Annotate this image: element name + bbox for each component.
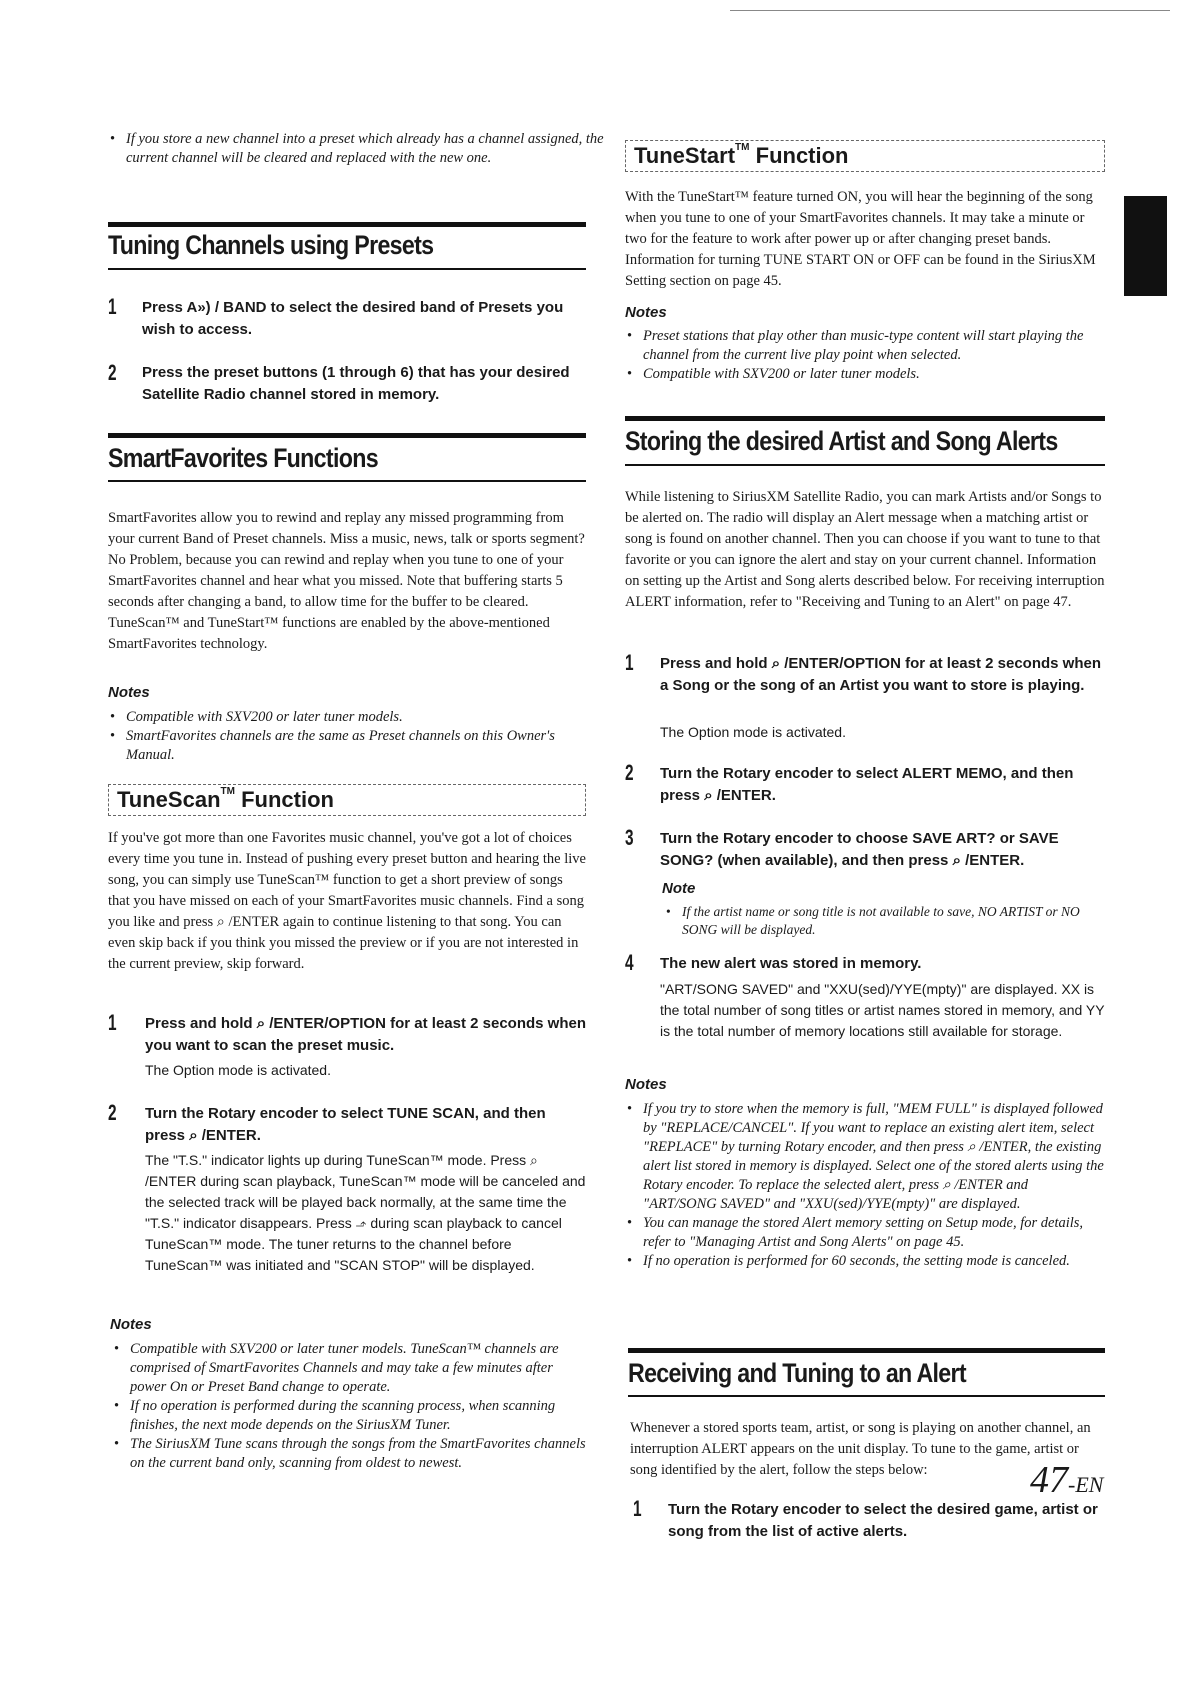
storing-body: While listening to SiriusXM Satellite Radio, you can mark Artists and/or Songs to be alerted on. The radio will display an Alert message when a matching artist or song is found on another channel. Then you can choose if you want to tune to that favorite or you can ignore the alert and stay on your current channel. Information on setting up the Artist and Song alerts described below. For receiving interruption ALERT information, refer to "Receiving and Tuning to an Alert" on page 47. (625, 489, 1105, 610)
tunescan-notes (112, 1340, 590, 1473)
tunescan-body: If you've got more than one Favorites music channel, you've got a lot of choices every time you tune in. Instead of pushing every preset button and hearing the live song, you can simply use TuneScan™ function to get a short preview of songs that you have missed on each of your SmartFavorites music channels. Find a song you like and press ⌕ /ENTER again to continue listening to that song. You can even skip back if you think you missed the preview or if you are not interested in the current preview, skip forward. (108, 830, 586, 972)
storing-note (664, 903, 1104, 939)
heading-rule-bottom (108, 268, 586, 270)
heading-rule-top (628, 1348, 1105, 1353)
notes-label: Notes (625, 1076, 667, 1093)
tunestart-title-box (625, 140, 1105, 172)
tunestart-title: TuneStart (634, 143, 736, 168)
step-text: Press the preset buttons (1 through 6) that has your desired Satellite Radio channel stored in memory. (142, 364, 570, 403)
step-number: 2 (108, 1100, 117, 1125)
note-item: • SmartFavorites channels are the same as Preset channels on this Owner's Manual. (108, 727, 586, 765)
note-item: • If no operation is performed for 60 seconds, the setting mode is canceled. (625, 1252, 1105, 1271)
step-text: Press A») / BAND to select the desired band of Presets you wish to access. (142, 299, 564, 338)
tunestart-body: With the TuneStart™ feature turned ON, you will hear the beginning of the song when you tune to one of your SmartFavorites channels. It may take a minute or two for the feature to work after power up or after changing preset bands. Information for turning TUNE START ON or OFF can be found in the SiriusXM Setting section on page 45. (625, 189, 1096, 289)
step-number: 1 (108, 294, 117, 319)
note-item: • If no operation is performed during the scanning process, when scanning finishes, the next mode depends on the SiriusXM Tuner. (112, 1397, 590, 1435)
step-number: 1 (625, 650, 634, 675)
note-item: • You can manage the stored Alert memory setting on Setup mode, for details, refer to "Managing Artist and Song Alerts" on page 45. (625, 1214, 1105, 1252)
tunescan-title: TuneScan (117, 787, 221, 812)
heading-rule-top (625, 416, 1105, 421)
heading-rule-top (108, 222, 586, 227)
step-number: 4 (625, 950, 634, 975)
note-item: • Compatible with SXV200 or later tuner models. TuneScan™ channels are comprised of SmartFavorites Channels and may take a few minutes after power On or Preset Band change to operate. (112, 1340, 590, 1397)
note-item: • Preset stations that play other than music-type content will start playing the channel from the current live play point when selected. (625, 327, 1105, 365)
step-text: Press and hold ⌕ /ENTER/OPTION for at least 2 seconds when you want to scan the preset music. (145, 1015, 586, 1054)
receiving-body: Whenever a stored sports team, artist, or song is playing on another channel, an interruption ALERT appears on the unit display. To tune to the game, artist or song identified by the alert, follow the steps below: (630, 1420, 1091, 1478)
step-text: Press and hold ⌕ /ENTER/OPTION for at least 2 seconds when a Song or the song of an Artist you want to store is playing. (660, 655, 1101, 694)
heading-rule-bottom (108, 480, 586, 482)
step-text: Turn the Rotary encoder to choose SAVE ART? or SAVE SONG? (when available), and then press ⌕ /ENTER. (660, 830, 1059, 869)
heading-smartfavorites: SmartFavorites Functions (108, 443, 378, 473)
step-number: 3 (625, 825, 634, 850)
step-text: The new alert was stored in memory. (660, 955, 922, 972)
heading-rule-bottom (628, 1395, 1105, 1397)
note-item: • If you try to store when the memory is full, "MEM FULL" is displayed followed by "REPLACE/CANCEL". If you want to replace an existing alert item, select "REPLACE" by turning Rotary encoder, and then press ⌕ /ENTER, the existing alert list stored in memory is displayed. Select one of the stored alerts using the Rotary encoder. To replace the selected alert, press ⌕ /ENTER and "ART/SONG SAVED" and "XXU(sed)/YYE(mpty)" are displayed. (625, 1100, 1105, 1214)
note-item: • The SiriusXM Tune scans through the songs from the SmartFavorites channels on the current band only, scanning from oldest to newest. (112, 1435, 590, 1473)
step-number: 2 (108, 360, 117, 385)
step-text: Turn the Rotary encoder to select the desired game, artist or song from the list of active alerts. (668, 1501, 1098, 1540)
smartfavorites-body: SmartFavorites allow you to rewind and replay any missed programming from your current Band of Preset channels. Miss a music, news, talk or sports segment? No Problem, because you can rewind and replay when you tune to one of your SmartFavorites channel and hear what you missed. Note that buffering starts 5 seconds after changing a band, to allow time for the buffer to be cleared. TuneScan™ and TuneStart™ functions are enabled by the above-mentioned SmartFavorites technology. (108, 510, 585, 652)
step-text: Turn the Rotary encoder to select TUNE SCAN, and then press ⌕ /ENTER. (145, 1105, 546, 1144)
trademark-mark: TM (735, 142, 750, 153)
notes-label: Notes (110, 1316, 152, 1333)
tunescan-title-function: Function (241, 787, 334, 812)
step-number: 1 (633, 1496, 642, 1521)
page-number: 47-EN (1030, 1459, 1104, 1501)
step-number: 2 (625, 760, 634, 785)
heading-receiving-alert: Receiving and Tuning to an Alert (628, 1358, 966, 1388)
note-item: • Compatible with SXV200 or later tuner models. (625, 365, 1105, 384)
heading-storing-alerts: Storing the desired Artist and Song Alerts (625, 426, 1058, 456)
step-subtext: The Option mode is activated. (660, 724, 846, 740)
tunestart-title-function: Function (755, 143, 849, 168)
storing-notes (625, 1100, 1105, 1271)
step-subtext: "ART/SONG SAVED" and "XXU(sed)/YYE(mpty)" are displayed. XX is the total number of song titles or artist names stored in memory, and YY is the total number of memory locations still available for storage. (660, 981, 1105, 1039)
tunestart-notes (625, 327, 1105, 384)
step-subtext: The "T.S." indicator lights up during TuneScan™ mode. Press ⌕ /ENTER during scan playback, TuneScan™ mode will be canceled and the selected track will be played back normally, at the same time the "T.S." indicator disappears. Press ⬏ during scan playback to cancel TuneScan™ mode. The tuner returns to the channel before TuneScan™ was initiated and "SCAN STOP" will be displayed. (145, 1152, 586, 1273)
heading-rule-bottom (625, 464, 1105, 466)
trademark-mark: TM (220, 786, 235, 797)
step-text: Turn the Rotary encoder to select ALERT MEMO, and then press ⌕ /ENTER. (660, 765, 1074, 804)
smartfavorites-notes (108, 708, 586, 765)
top-rule (730, 10, 1170, 11)
heading-rule-top (108, 433, 586, 438)
heading-tuning-presets: Tuning Channels using Presets (108, 230, 434, 260)
step-subtext: The Option mode is activated. (145, 1062, 331, 1078)
note-item: • If the artist name or song title is not available to save, NO ARTIST or NO SONG will be displayed. (664, 903, 1104, 939)
note-item: • Compatible with SXV200 or later tuner models. (108, 708, 586, 727)
intro-note: • If you store a new channel into a preset which already has a channel assigned, the current channel will be cleared and replaced with the new one. (108, 130, 604, 168)
section-tab-marker (1124, 196, 1167, 296)
notes-label: Notes (625, 304, 667, 321)
step-number: 1 (108, 1010, 117, 1035)
tunescan-title-box (108, 784, 586, 816)
note-label: Note (662, 880, 696, 897)
notes-label: Notes (108, 684, 150, 701)
